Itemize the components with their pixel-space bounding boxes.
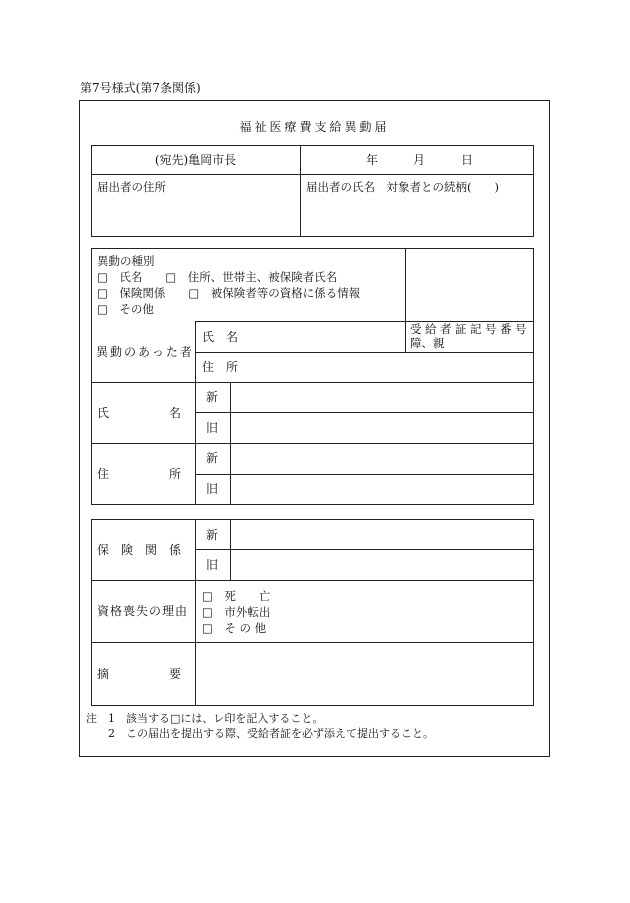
- address-new-label: 新: [206, 451, 219, 465]
- change-type-option-other[interactable]: □ その他: [97, 302, 154, 316]
- change-type-option-row2[interactable]: □ 保険関係 □ 被保険者等の資格に係る情報: [97, 286, 361, 300]
- note-1: 注 1 該当する□には、レ印を記入すること。: [86, 712, 324, 725]
- loss-reason-moved-out-option[interactable]: □ 市外転出: [202, 605, 271, 619]
- name-old-label: 旧: [206, 421, 219, 435]
- addressee-text: (宛先)亀岡市長: [154, 153, 237, 167]
- note-2: 2 この届出を提出する際、受給者証を必ず添えて提出すること。: [86, 727, 434, 740]
- date-day: 日: [461, 153, 474, 167]
- form-number-label: 第7号様式(第7条関係): [80, 81, 201, 95]
- name-new-label: 新: [206, 390, 219, 404]
- insurance-old-label: 旧: [206, 558, 219, 572]
- certificate-type-label: 障、親: [410, 336, 445, 350]
- changed-person-label: 異動のあった者: [96, 345, 194, 359]
- change-type-option-row1[interactable]: □ 氏名 □ 住所、世帯主、被保険者氏名: [97, 270, 338, 284]
- address-old-label: 旧: [206, 482, 219, 496]
- loss-reason-death-option[interactable]: □ 死 亡: [202, 589, 271, 603]
- notes-block: [86, 711, 434, 741]
- loss-reason-label: 資格喪失の理由: [97, 604, 189, 618]
- date-month: 月: [413, 153, 426, 167]
- certificate-number-label: 受給者証記号番号: [410, 322, 530, 336]
- insurance-new-label: 新: [206, 528, 219, 542]
- address-section-label: 住 所: [97, 467, 182, 481]
- insurance-section-label: 保 険 関 係: [97, 543, 182, 557]
- applicant-name-field[interactable]: 届出者の氏名 対象者との続柄( ): [306, 180, 499, 194]
- remarks-field[interactable]: [196, 643, 533, 705]
- loss-reason-other-option[interactable]: □ そ の 他: [202, 621, 267, 635]
- name-section-label: 氏 名: [97, 406, 182, 420]
- form-title: 福祉医療費支給異動届: [239, 120, 390, 134]
- date-year: 年: [366, 153, 379, 167]
- person-name-label[interactable]: 氏 名: [202, 330, 239, 344]
- change-type-heading: 異動の種別: [97, 254, 155, 268]
- person-address-label[interactable]: 住 所: [202, 360, 239, 374]
- remarks-label: 摘 要: [97, 667, 182, 681]
- applicant-address-field[interactable]: 届出者の住所: [97, 180, 166, 194]
